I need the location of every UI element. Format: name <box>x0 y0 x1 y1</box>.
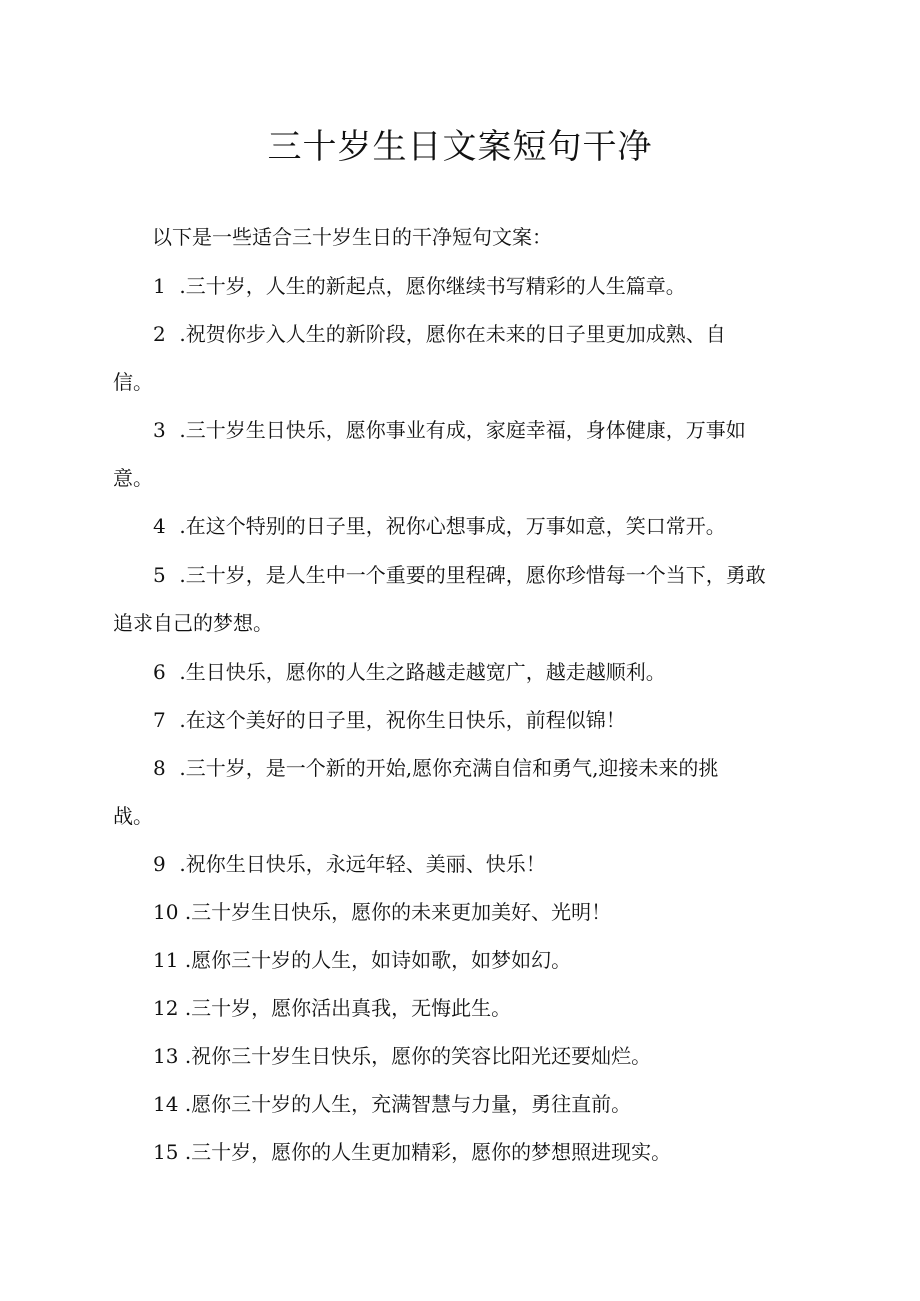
item-number: 3 <box>153 418 166 442</box>
list-item <box>113 1032 813 1080</box>
list-item <box>113 310 813 406</box>
item-text-continuation: 意。 <box>113 466 153 490</box>
item-number: 15 <box>153 1140 179 1164</box>
list-item <box>113 888 813 936</box>
document-title: 三十岁生日文案短句干净 <box>267 127 653 167</box>
item-text: .三十岁，是一个新的开始,愿你充满自信和勇气,迎接未来的挑 <box>179 756 719 780</box>
list-item <box>113 262 813 310</box>
item-text: .愿你三十岁的人生，充满智慧与力量，勇往直前。 <box>184 1092 632 1116</box>
item-text: .三十岁，是人生中一个重要的里程碑，愿你珍惜每一个当下，勇敢 <box>179 563 766 587</box>
item-number: 7 <box>153 708 166 732</box>
item-text: .在这个特别的日子里，祝你心想事成，万事如意，笑口常开。 <box>179 514 726 538</box>
list-item <box>113 744 813 840</box>
item-number: 4 <box>153 514 166 538</box>
item-number: 2 <box>153 322 166 346</box>
item-text: .在这个美好的日子里，祝你生日快乐，前程似锦！ <box>179 708 626 732</box>
item-text: .三十岁生日快乐，愿你的未来更加美好、光明！ <box>184 900 612 924</box>
item-number: 5 <box>153 563 166 587</box>
list-item <box>113 1080 813 1128</box>
item-text: .生日快乐，愿你的人生之路越走越宽广，越走越顺利。 <box>179 660 666 684</box>
item-text: .愿你三十岁的人生，如诗如歌，如梦如幻。 <box>184 948 572 972</box>
list-item <box>113 840 813 888</box>
item-text: .三十岁，人生的新起点，愿你继续书写精彩的人生篇章。 <box>179 274 686 298</box>
item-text: .三十岁，愿你的人生更加精彩，愿你的梦想照进现实。 <box>184 1140 672 1164</box>
item-number: 13 <box>153 1044 179 1068</box>
item-number: 1 <box>153 274 166 298</box>
item-text: .祝你生日快乐，永远年轻、美丽、快乐！ <box>179 852 546 876</box>
list-item <box>113 406 813 502</box>
list-item <box>113 1128 813 1176</box>
item-number: 9 <box>153 852 166 876</box>
item-text-continuation: 追求自己的梦想。 <box>113 611 273 635</box>
item-text-continuation: 信。 <box>113 370 153 394</box>
item-number: 8 <box>153 756 166 780</box>
list-item <box>113 696 813 744</box>
item-text: .三十岁，愿你活出真我，无悔此生。 <box>184 996 512 1020</box>
item-number: 6 <box>153 660 166 684</box>
item-text-continuation: 战。 <box>113 804 153 828</box>
list-item <box>113 551 813 647</box>
list-item <box>113 984 813 1032</box>
list-item <box>113 502 813 550</box>
item-text: .祝贺你步入人生的新阶段，愿你在未来的日子里更加成熟、自 <box>179 322 726 346</box>
item-number: 11 <box>153 948 179 972</box>
item-number: 12 <box>153 996 179 1020</box>
item-number: 14 <box>153 1092 179 1116</box>
item-number: 10 <box>153 900 179 924</box>
item-text: .三十岁生日快乐，愿你事业有成，家庭幸福，身体健康，万事如 <box>179 418 746 442</box>
list-item <box>113 648 813 696</box>
item-text: .祝你三十岁生日快乐，愿你的笑容比阳光还要灿烂。 <box>184 1044 652 1068</box>
list-item <box>113 936 813 984</box>
intro-paragraph: 以下是一些适合三十岁生日的干净短句文案： <box>152 225 552 249</box>
